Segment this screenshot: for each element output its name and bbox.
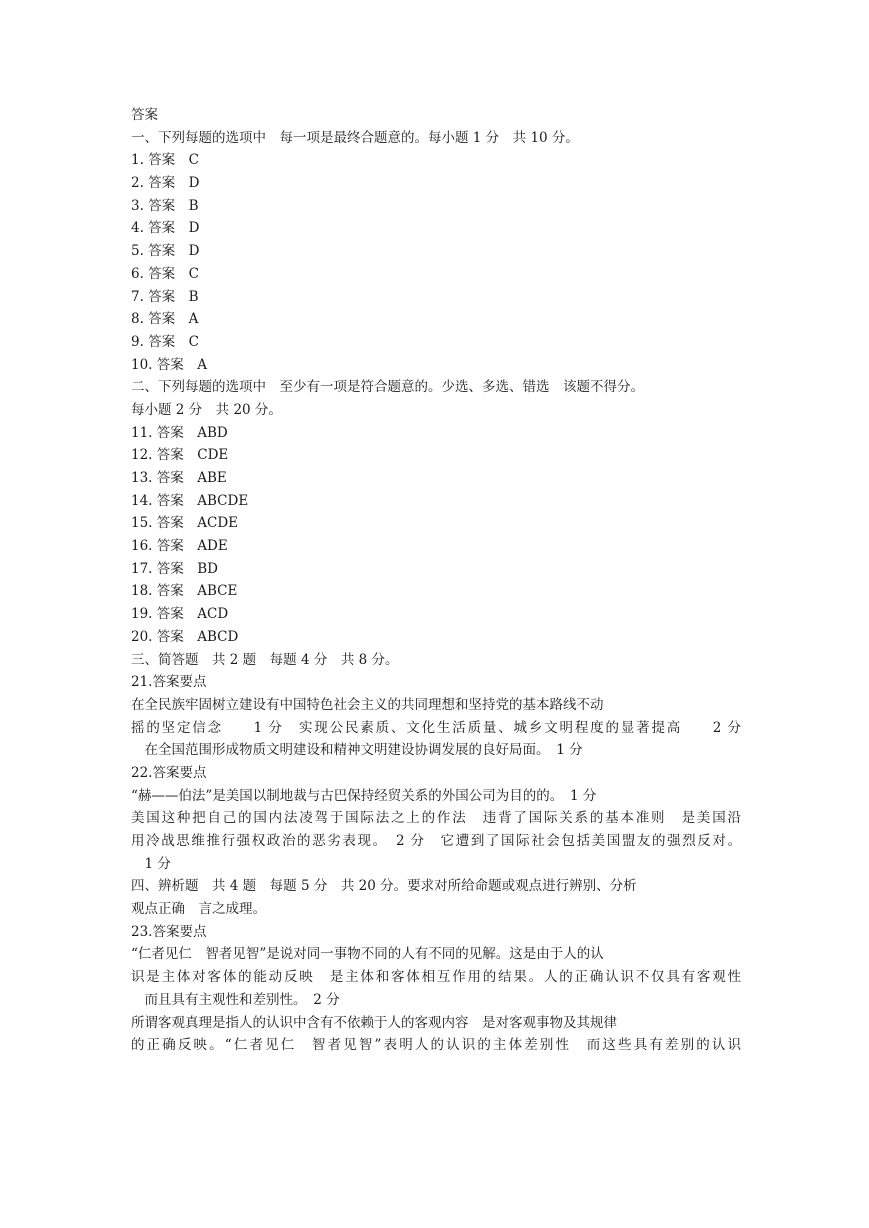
answer-line: 16. 答案 ADE — [131, 538, 228, 555]
q23-text: 的正确反映。“仁者见仁 智者见智”表明人的认识的主体差别性 而这些具有差别的认识 — [131, 1037, 741, 1054]
answer-line: 19. 答案 ACD — [131, 606, 229, 623]
answer-line: 13. 答案 ABE — [131, 470, 227, 486]
q22-text: 用冷战思维推行强权政治的恶劣表现。 2 分 它遭到了国际社会包括美国盟友的强烈反对。 — [131, 833, 741, 849]
answer-line: 1. 答案 C — [131, 152, 200, 169]
section-2-heading-cont: 每小题 2 分 共 20 分。 — [131, 401, 282, 418]
answer-line: 15. 答案 ACDE — [131, 515, 239, 532]
heading-answers: 答案 — [131, 107, 158, 123]
answer-line: 20. 答案 ABCD — [131, 628, 239, 645]
answer-line: 12. 答案 CDE — [131, 447, 229, 464]
q23-text: 而且具有主观性和差别性。 2 分 — [131, 991, 340, 1008]
q21-text: 在全国范围形成物质文明建设和精神文明建设协调发展的良好局面。 1 分 — [131, 742, 583, 759]
answer-line: 4. 答案 D — [131, 220, 200, 237]
q22-text: “赫——伯法”是美国以制地裁与古巴保持经贸关系的外国公司为目的的。 1 分 — [131, 787, 597, 804]
q21-text: 在全民族牢固树立建设有中国特色社会主义的共同理想和坚持党的基本路线不动 — [131, 696, 604, 713]
section-4-heading-cont: 观点正确 言之成理。 — [131, 901, 266, 918]
answer-line: 10. 答案 A — [131, 356, 208, 373]
answer-line: 7. 答案 B — [131, 288, 199, 305]
answer-line: 2. 答案 D — [131, 175, 200, 192]
answer-line: 18. 答案 ABCE — [131, 583, 238, 600]
q23-heading: 23.答案要点 — [131, 923, 207, 940]
answer-line: 5. 答案 D — [131, 243, 200, 260]
section-2-heading: 二、下列每题的选项中 至少有一项是符合题意的。少选、多选、错选 该题不得分。 — [131, 379, 644, 396]
q22-heading: 22.答案要点 — [131, 764, 207, 781]
q21-heading: 21.答案要点 — [131, 674, 207, 691]
q23-text: “仁者见仁 智者见智”是说对同一事物不同的人有不同的见解。这是由于人的认 — [131, 946, 604, 963]
q22-text: 美国这种把自己的国内法凌驾于国际法之上的作法 违背了国际关系的基本准则 是美国沿 — [131, 810, 741, 827]
answer-line: 9. 答案 C — [131, 333, 200, 350]
section-4-heading: 四、辨析题 共 4 题 每题 5 分 共 20 分。要求对所给命题或观点进行辨别、分析 — [131, 878, 637, 895]
answer-line: 8. 答案 A — [131, 311, 199, 328]
section-1-heading: 一、下列每题的选项中 每一项是最终合题意的。每小题 1 分 共 10 分。 — [131, 129, 579, 146]
answer-line: 11. 答案 ABD — [131, 424, 228, 441]
q23-text: 所谓客观真理是指人的认识中含有不依赖于人的客观内容 是对客观事物及其规律 — [131, 1014, 617, 1031]
q23-text: 识是主体对客体的能动反映 是主体和客体相互作用的结果。人的正确认识不仅具有客观性 — [131, 969, 741, 986]
answer-line: 14. 答案 ABCDE — [131, 492, 249, 509]
answer-key-text — [131, 104, 741, 1057]
answer-line: 17. 答案 BD — [131, 560, 219, 577]
q21-text: 摇的坚定信念 1 分 实现公民素质、文化生活质量、城乡文明程度的显著提高 2 分 — [131, 719, 741, 736]
section-3-heading: 三、简答题 共 2 题 每题 4 分 共 8 分。 — [131, 651, 399, 668]
answer-line: 6. 答案 C — [131, 265, 200, 282]
q22-text: 1 分 — [131, 855, 171, 872]
answer-line: 3. 答案 B — [131, 197, 199, 214]
